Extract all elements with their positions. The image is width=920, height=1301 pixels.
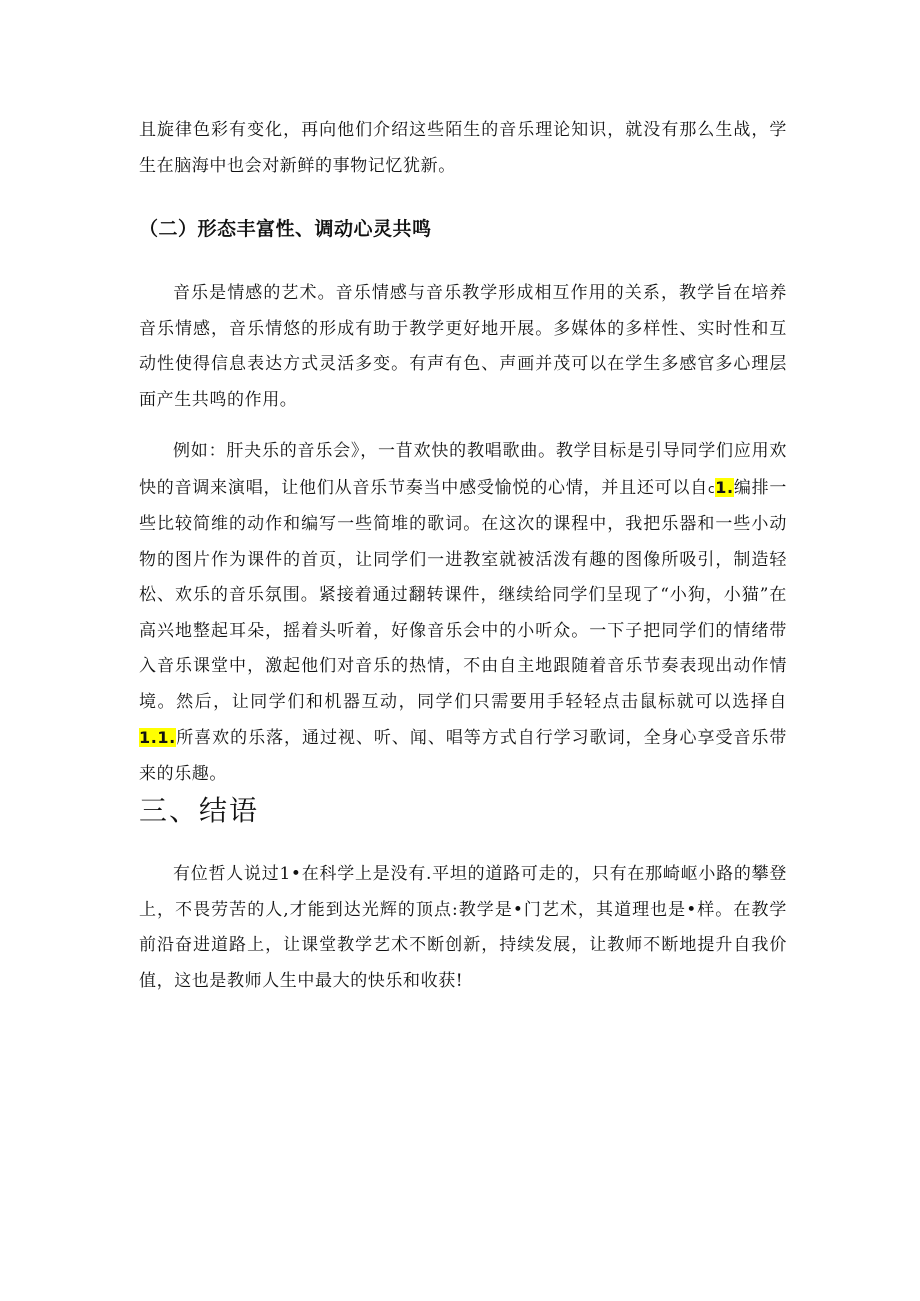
example-text-1: 例如：肝夬乐的音乐会》，一苜欢快的教唱歌曲。教学目标是引导同学们应用欢快的音调来演唱，让他们从音乐节奏当中感受愉悦的心情，并且还可以自 xyxy=(139,441,787,498)
highlight-mark-2: 1.1. xyxy=(139,728,176,747)
paragraph-example xyxy=(139,434,787,792)
example-text-2: 编排一些比较简维的动作和编写一些简堆的歌词。在这次的课程中，我把乐器和一些小动物的图片作为课件的首页，让同学们一进教室就被活泼有趣的图像所吸引，制造轻松、欢乐的音乐氛围。紧接着通过翻转课件，继续给同学们呈现了“小狗，小猫”在高兴地整起耳朵，摇着头听着，好像音乐会中的小听众。一下子把同学们的情绪带入音乐课堂中，激起他们对音乐的热情，不由自主地跟随着音乐节奏表现出动作情境。然后，让同学们和机器互动，同学们只需要用手轻轻点击鼠标就可以选择自 xyxy=(139,477,787,712)
paragraph-conclusion: 有位哲人说过1•在科学上是没有.平坦的道路可走的，只有在那崎岖小路的攀登上，不畏劳苦的人,才能到达光辉的顶点:教学是•门艺术，其道理也是•样。在教学前沿奋进道路上，让课堂教学艺术不断创新，持续发展，让教师不断地提升自我价值，这也是教师人生中最大的快乐和收获! xyxy=(139,864,787,991)
section-heading-3: 三、结语 xyxy=(139,794,260,827)
example-text-3: 所喜欢的乐落，通过视、听、闻、唱等方式自行学习歌词，全身心享受音乐带来的乐趣。 xyxy=(139,728,787,784)
highlight-mark-1: 1. xyxy=(715,477,734,497)
paragraph-intro: 且旋律色彩有变化，再向他们介绍这些陌生的音乐理论知识，就没有那么生战，学生在脑海中也会对新鲜的事物记忆犹新。 xyxy=(139,120,787,176)
section-heading-2: （二）形态丰富性、调动心灵共鸣 xyxy=(139,218,432,240)
stray-c-glyph: c xyxy=(708,481,716,496)
paragraph-music-emotion: 音乐是情感的艺术。音乐情感与音乐教学形成相互作用的关系，教学旨在培养音乐情感，音乐情悠的形成有助于教学更好地开展。多媒体的多样性、实时性和互动性使得信息表达方式灵活多变。有声有色、声画并茂可以在学生多感官多心理层面产生共鸣的作用。 xyxy=(139,283,787,410)
